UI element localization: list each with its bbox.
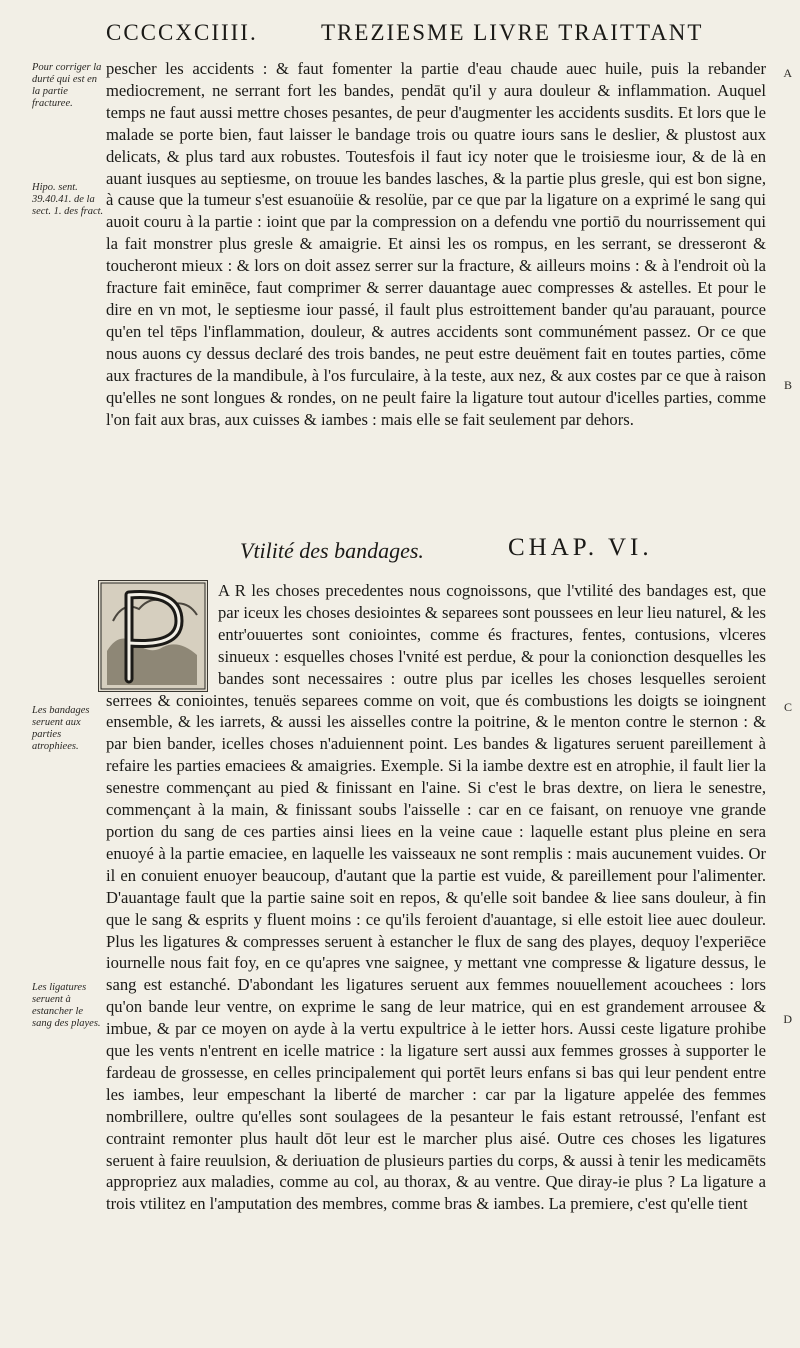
running-title: TREZIESME LIVRE TRAITTANT (321, 20, 704, 45)
chapter-number: CHAP. VI. (508, 534, 653, 561)
margin-note: Hipo. sent. 39.40.41. de la sect. 1. des fract. (32, 182, 104, 217)
margin-letter: C (783, 700, 792, 714)
body-paragraph: pescher les accidents : & faut fomenter la partie d'eau chaude auec huile, puis la rebander mediocrement, ne serrant fort les bandes, pendāt qu'il y aura douleur & inflammation. Auquel temps ne faut aussi mettre choses pesantes, de peur d'augmenter les accidents susdits. Et lors que le malade se porte bien, faut laisser le bandage trois ou quatre iours sans le deslier, & plustost aux delicats, & plus tard aux robustes. Toutesfois il faut icy noter que le troisiesme iour, & de là en auant iusques au septiesme, on trouue les bandes lasches, & la partie plus gresle, qui est bon signe, à cause que la tumeur s'est esuanoüie & resolüe, par ce que par la ligature on a exprimé le sang qui auoit couru à la partie : ioint que par la compression on a defendu vne portiō du nourrissement qui la fait monstrer plus gresle & amaigrie. Et ainsi les os rompus, en les serrant, se dresseront & toucheront mieux : & lors on doit assez serrer sur la fracture, & ailleurs moins : & à l'endroit où la fracture fait eminēce, faut comprimer & serrer dauantage auec compresses & astelles. Et pour le dire en vn mot, le septiesme iour passé, il fault plus estroittement bander qu'au parauant, pource qu'en tel tēps l'inflammation, douleur, & autres accidents sont communément passez. Or ce que nous auons cy dessus declaré des trois bandes, ne peut estre deuëment fait en toutes parties, cōme aux fractures de la mandibule, à l'os furculaire, à la teste, aux nez, & aux costes par ce que à raison qu'elles ne sont longues & rondes, on ne peult faire la ligature tout autour d'icelles parties, comme l'on fait aux bras, aux cuisses & iambes : mais elle se fait seulement par dehors. (106, 59, 766, 429)
margin-note: Pour corriger la durté qui est en la partie fracturee. (32, 62, 102, 109)
chapter-title: Vtilité des bandages. (240, 538, 424, 563)
chapter-text (106, 580, 766, 1215)
page-header (106, 20, 766, 54)
folio-number: CCCCXCIIII. (106, 20, 258, 45)
chapter-heading (240, 534, 760, 564)
margin-note: Les bandages seruent aux parties atrophiees. (32, 705, 90, 752)
margin-letter: D (783, 1012, 792, 1026)
margin-letter: A (783, 66, 792, 80)
margin-letter: B (783, 378, 792, 392)
margin-note: Les ligatures seruent à estancher le sang des playes. (32, 982, 101, 1029)
body-paragraph: A R les choses precedentes nous cognoissons, que l'vtilité des bandages est, que par iceux les choses desiointes & separees sont poussees en leur lieu naturel, & les entr'ouuertes sont coniointes, comme és fractures, fentes, contusions, vlceres sinueux : esquelles choses l'vnité est perdue, & pour la conionction desquelles les bandes sont necessaires : outre plus par icelles les choses lesquelles seroient serrees & coniointes, tenuës separees comme on voit, que és combustions les doigts se ioingnent ensemble, & les iarrets, & aussi les aisselles contre la poitrine, & le menton contre le sternon : & par bien bander, icelles choses n'aduiennent point. Les bandes & ligatures seruent pareillement à refaire les parties emaciees & amaigries. Exemple. Si la iambe dextre est en atrophie, il fault lier la senestre commençant au pied & finissant en l'aine. Si c'est le bras dextre, on liera le senestre, commençant à la main, & finissant soubs l'aisselle : car en ce faisant, on renuoye vne grande portion du sang de ces parties ainsi liees en la veine caue : laquelle estant plus pleine en sera enuoyé à la partie emaciee, en laquelle les vaisseaux ne sont remplis : mais aucunement vuides. Or il en conuient enuoyer beaucoup, d'autant que la partie est vuide, & pareillement pour l'alimenter. D'auantage fault que la partie saine soit en repos, & qu'elle soit bandee & liee sans douleur, à fin que le sang & esprits y fluent moins : ce qu'ils feroient d'auantage, si elle estoit liee auec douleur. Plus les ligatures & compresses seruent à estancher le flux de sang des playes, dequoy l'experiēce iournelle nous fait foy, en ce qu'apres vne saignee, y mettant vne compresse & ligature dessus, le sang est estanché. D'abondant les ligatures seruent aux femmes nouuellement acouchees : lors qu'on bande leur ventre, on exprime le sang de leur matrice, qui en est grandement arrousee & imbue, & par ce moyen on ayde à la vertu expultrice à le ietter hors. Aussi ceste ligature prohibe que les vents n'entrent en icelle matrice : la ligature sert aussi aux femmes grosses à supporter le fardeau de grossesse, en celles principalement qui portēt leurs enfans si bas qui leur pendent entre les iambes, leur empeschant la liberté de marcher : car par la ligature appelée des femmes nombrillere, oultre qu'elles sont soulagees de la pesanteur le fais estant retroussé, l'enfant est contraint remonter plus hault dōt leur est le marcher plus aisé. Outre ces choses les ligatures seruent à faire reuulsion, & deriuation de plusieurs parties du corps, & aussi à tenir les medicamēts appropriez aux maladies, comme au col, au thorax, & au ventre. Que diray-ie plus ? La ligature a trois vtilitez en l'amputation des membres, comme bras & iambes. La premiere, c'est qu'elle tient (106, 581, 766, 1214)
